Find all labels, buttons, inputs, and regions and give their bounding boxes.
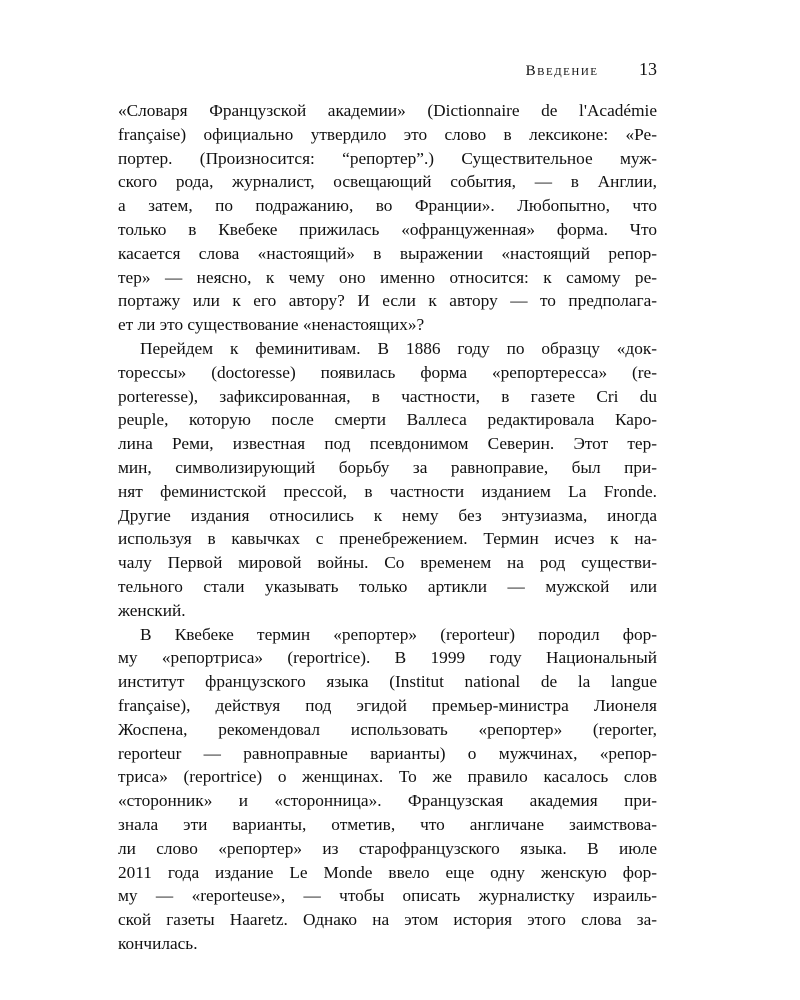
text-line: 2011 года издание Le Monde ввело еще одну женскую фор- bbox=[118, 862, 657, 882]
section-title: Введение bbox=[525, 63, 599, 79]
text-line: ли слово «репортер» из старофранцузского языка. В июле bbox=[118, 838, 657, 858]
text-line: только в Квебеке прижилась «офранцуженная» форма. Что bbox=[118, 219, 657, 239]
text-line: нят феминистской прессой, в частности изданием La Fronde. bbox=[118, 481, 657, 501]
text-line: В Квебеке термин «репортер» (reporteur) породил фор- bbox=[140, 624, 657, 644]
text-line: peuple, которую после смерти Валлеса редактировала Каро- bbox=[118, 410, 657, 430]
text-line: тельного стали указывать только артикли — мужской или bbox=[118, 576, 657, 596]
text-line: Перейдем к феминитивам. В 1886 году по образцу «док- bbox=[140, 338, 657, 358]
page-number: 13 bbox=[639, 59, 657, 79]
text-line: институт французского языка (Institut national de la langue bbox=[118, 672, 657, 692]
text-line: тер» — неясно, к чему оно именно относится: к самому ре- bbox=[118, 267, 657, 287]
text-line: ского рода, журналист, освещающий события, — в Англии, bbox=[118, 172, 657, 192]
text-line: знала эти варианты, отметив, что англичане заимствова- bbox=[118, 814, 657, 834]
text-line: «Словаря Французской академии» (Dictionnaire de l'Académie bbox=[118, 101, 657, 120]
text-line: ет ли это существование «ненастоящих»? bbox=[118, 315, 425, 335]
text-line: му — «reporteuse», — чтобы описать журналистку израиль- bbox=[118, 886, 657, 906]
text-line: porteresse), зафиксированная, в частности, в газете Cri du bbox=[118, 386, 657, 406]
text-line: женский. bbox=[118, 600, 186, 620]
text-line: Другие издания относились к нему без энтузиазма, иногда bbox=[118, 505, 657, 525]
text-line: чалу Первой мировой войны. Со временем на род существи- bbox=[118, 553, 657, 573]
text-line: му «репортриса» (reportrice). В 1999 году Национальный bbox=[118, 648, 657, 668]
text-line: française), действуя под эгидой премьер-министра Лионеля bbox=[118, 695, 657, 715]
text-line: «сторонник» и «сторонница». Французская академия при- bbox=[118, 791, 657, 811]
text-line: Жоспена, рекомендовал использовать «репортер» (reporter, bbox=[118, 719, 657, 739]
text-line: кончилась. bbox=[118, 933, 198, 953]
text-line: мин, символизирующий борьбу за равноправие, был при- bbox=[118, 457, 657, 477]
body-text bbox=[118, 99, 657, 956]
text-line: триса» (reportrice) о женщинах. То же правило касалось слов bbox=[118, 767, 657, 787]
text-line: портажу или к его автору? И если к автору — то предполага- bbox=[118, 291, 657, 311]
text-line: торессы» (doctoresse) появилась форма «репортересса» (re- bbox=[118, 362, 657, 382]
text-line: касается слова «настоящий» в выражении «настоящий репор- bbox=[118, 243, 657, 263]
text-line: а затем, по подражанию, во Франции». Любопытно, что bbox=[118, 196, 657, 216]
text-line: ской газеты Haaretz. Однако на этом история этого слова за- bbox=[118, 910, 657, 930]
text-line: reporteur — равноправные варианты) о мужчинах, «репор- bbox=[118, 743, 657, 763]
text-line: используя в кавычках с пренебрежением. Термин исчез к на- bbox=[118, 529, 657, 549]
text-line: française) официально утвердило это слово в лексиконе: «Ре- bbox=[118, 124, 657, 144]
running-head bbox=[118, 59, 657, 80]
text-line: лина Реми, известная под псевдонимом Северин. Этот тер- bbox=[118, 434, 657, 454]
text-line: портер. (Произносится: “репортер”.) Существительное муж- bbox=[118, 148, 657, 168]
